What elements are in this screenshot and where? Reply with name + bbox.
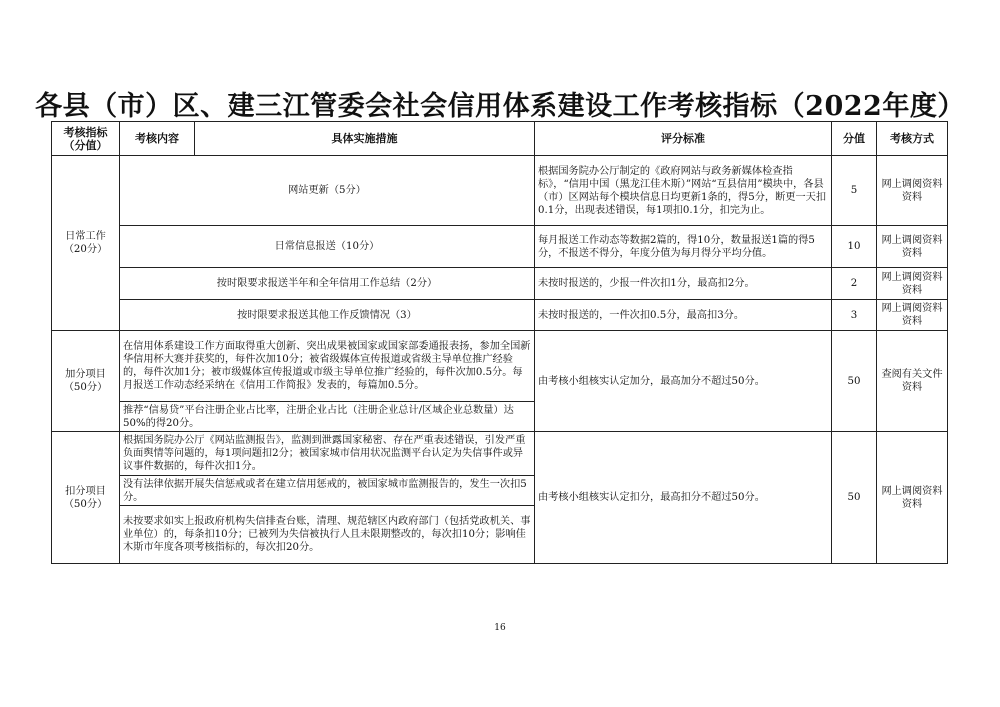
daily-measure: 按时限要求报送其他工作反馈情况（3） bbox=[120, 300, 535, 331]
deduct-method: 网上调阅资料资料 bbox=[877, 432, 948, 564]
daily-score: 2 bbox=[832, 268, 877, 300]
bonus-method: 查阅有关文件资料 bbox=[877, 331, 948, 432]
daily-method: 网上调阅资料资料 bbox=[877, 300, 948, 331]
daily-measure: 按时限要求报送半年和全年信用工作总结（2分） bbox=[120, 268, 535, 300]
bonus-measure: 在信用体系建设工作方面取得重大创新、突出成果被国家或国家部委通报表扬，参加全国新华信用杯大赛并获奖的，每件次加10分；被省级媒体宣传报道或省级主导单位推广经验的，每件次加1分；被市级媒体宣传报道或市级主导单位推广经验的，每件次加0.5分。每月报送工作动态经采纳在《信用工作简报》发表的，每篇加0.5分。 bbox=[120, 331, 535, 402]
daily-criteria: 每月报送工作动态等数据2篇的，得10分，数量报送1篇的得5分，不报送不得分，年度分值为每月得分平均分值。 bbox=[535, 226, 832, 268]
header-score: 分值 bbox=[832, 122, 877, 156]
table-row bbox=[52, 226, 948, 268]
header-method: 考核方式 bbox=[877, 122, 948, 156]
bonus-score: 50 bbox=[832, 331, 877, 432]
table-row bbox=[52, 300, 948, 331]
deduct-criteria: 由考核小组核实认定扣分，最高扣分不超过50分。 bbox=[535, 432, 832, 564]
deduct-measure: 没有法律依据开展失信惩戒或者在建立信用惩戒的，被国家城市监测报告的，发生一次扣5分。 bbox=[120, 476, 535, 506]
daily-measure: 网站更新（5分） bbox=[120, 156, 535, 226]
daily-section-label: 日常工作（20分） bbox=[52, 156, 120, 331]
daily-method: 网上调阅资料资料 bbox=[877, 156, 948, 226]
header-criteria: 评分标准 bbox=[535, 122, 832, 156]
deduct-measure: 根据国务院办公厅《网站监测报告》，监测到泄露国家秘密、存在严重表述错误，引发严重负面舆情等问题的，每1项问题扣2分；被国家城市信用状况监测平台认定为失信事件或异议事件数据的，每件次扣1分。 bbox=[120, 432, 535, 476]
assessment-table bbox=[51, 121, 948, 564]
daily-measure: 日常信息报送（10分） bbox=[120, 226, 535, 268]
bonus-measure: 推荐“信易贷”平台注册企业占比率，注册企业占比（注册企业总计/区域企业总数量）达50%的得20分。 bbox=[120, 402, 535, 432]
daily-criteria: 根据国务院办公厅制定的《政府网站与政务新媒体检查指标》，“信用中国（黑龙江佳木斯）”网站“互县信用”模块中，各县（市）区网站每个模块信息日均更新1条的，得5分，断更一天扣0.1分，出现表述错误，每1项扣0.1分，扣完为止。 bbox=[535, 156, 832, 226]
header-indicator: 考核指标（分值） bbox=[52, 122, 120, 156]
table-row bbox=[52, 156, 948, 226]
daily-score: 10 bbox=[832, 226, 877, 268]
daily-criteria: 未按时报送的，一件次扣0.5分，最高扣3分。 bbox=[535, 300, 832, 331]
table-row bbox=[52, 432, 948, 476]
header-measures: 具体实施措施 bbox=[195, 122, 535, 156]
table-row bbox=[52, 331, 948, 402]
deduct-section-label: 扣分项目（50分） bbox=[52, 432, 120, 564]
deduct-score: 50 bbox=[832, 432, 877, 564]
table-row bbox=[52, 268, 948, 300]
daily-method: 网上调阅资料资料 bbox=[877, 268, 948, 300]
daily-score: 5 bbox=[832, 156, 877, 226]
header-content: 考核内容 bbox=[120, 122, 195, 156]
document-title: 各县（市）区、建三江管委会社会信用体系建设工作考核指标（2022年度） bbox=[35, 91, 965, 122]
deduct-measure: 未按要求如实上报政府机构失信排查台账，清理、规范辖区内政府部门（包括党政机关、事业单位）的，每条扣10分；已被列为失信被执行人且未限期整改的，每次扣10分；影响佳木斯市年度各项考核指标的，每次扣20分。 bbox=[120, 506, 535, 564]
daily-score: 3 bbox=[832, 300, 877, 331]
bonus-section-label: 加分项目（50分） bbox=[52, 331, 120, 432]
bonus-criteria: 由考核小组核实认定加分，最高加分不超过50分。 bbox=[535, 331, 832, 432]
daily-method: 网上调阅资料资料 bbox=[877, 226, 948, 268]
page-number: 16 bbox=[494, 623, 506, 633]
daily-criteria: 未按时报送的，少报一件次扣1分，最高扣2分。 bbox=[535, 268, 832, 300]
table-header-row bbox=[52, 122, 948, 156]
